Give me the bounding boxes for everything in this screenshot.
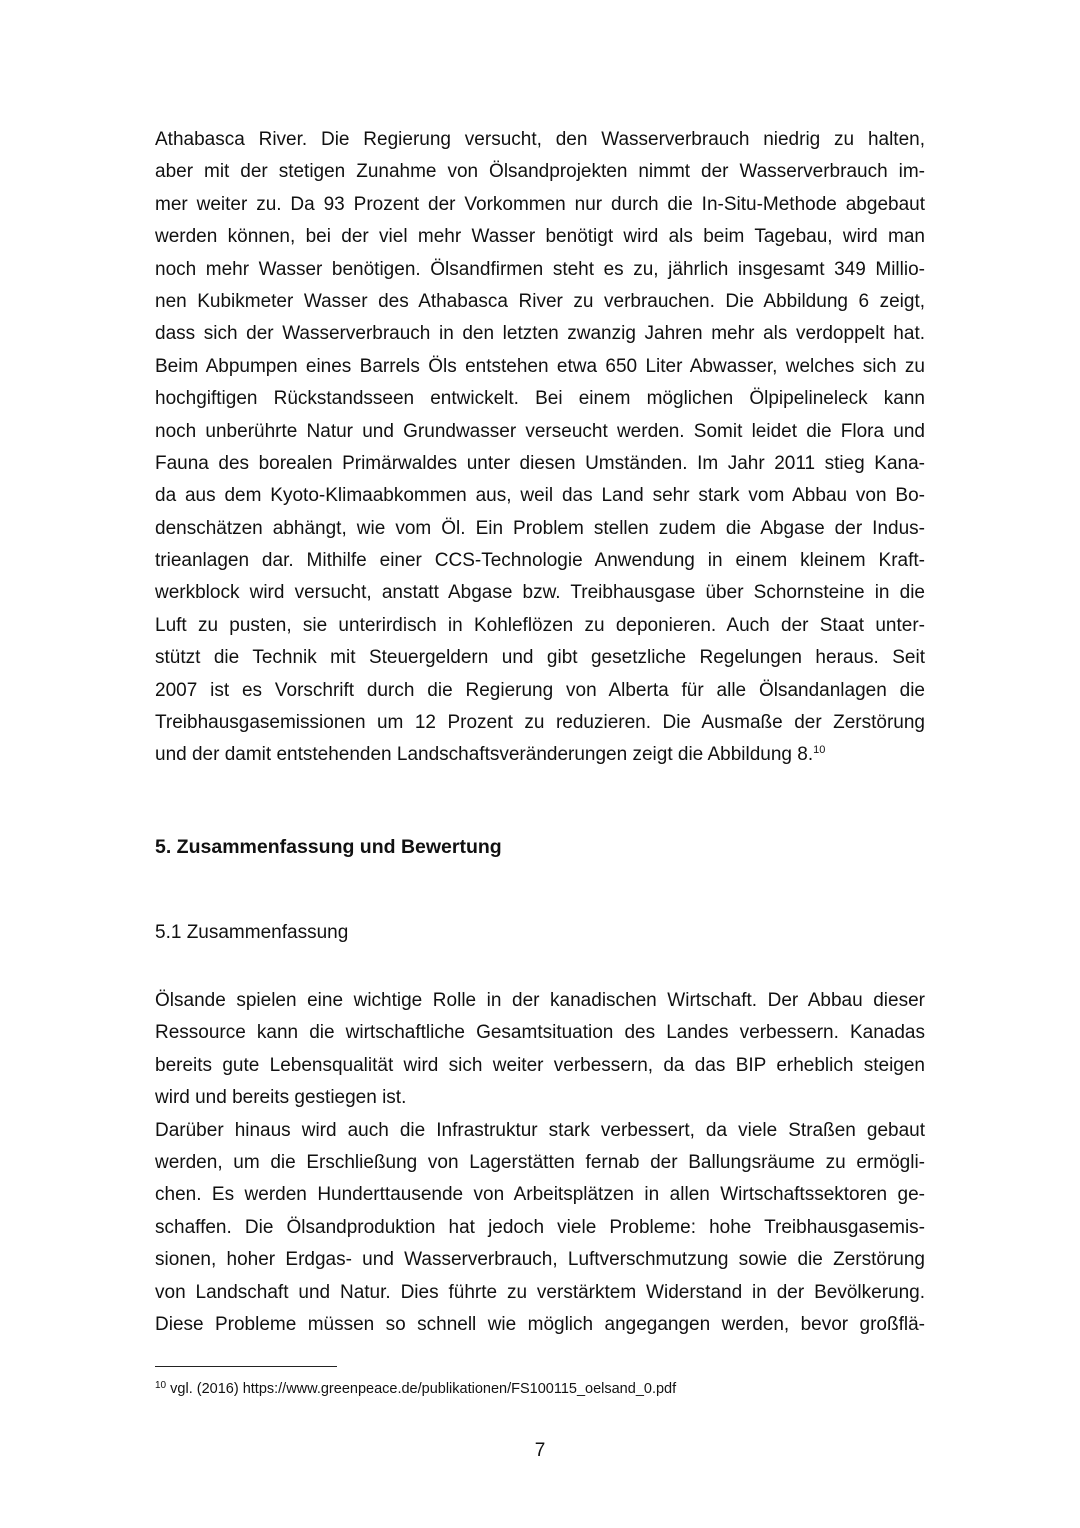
text-line-with-footnote [155, 739, 925, 771]
footnote [155, 1379, 676, 1399]
text-line: mer weiter zu. Da 93 Prozent der Vorkommen nur durch die In-Situ-Methode abgebaut [155, 193, 925, 215]
text-line: noch mehr Wasser benötigen. Ölsandfirmen steht es zu, jährlich insgesamt 349 Millio- [155, 258, 925, 280]
text-line: nen Kubikmeter Wasser des Athabasca River zu verbrauchen. Die Abbildung 6 zeigt, [155, 290, 925, 312]
paragraph-summary [155, 985, 925, 1341]
paragraph-section4-continuation [155, 124, 925, 772]
text-line: stützt die Technik mit Steuergeldern und gibt gesetzliche Regelungen heraus. Seit [155, 647, 925, 669]
text-line: werden, um die Erschließung von Lagerstätten fernab der Ballungsräume zu ermögli- [155, 1151, 925, 1173]
text-line: werden können, bei der viel mehr Wasser benötigt wird als beim Tagebau, wird man [155, 226, 925, 248]
text-line-content: und der damit entstehenden Landschaftsveränderungen zeigt die Abbildung 8. [155, 744, 814, 766]
text-line: trieanlagen dar. Mithilfe einer CCS-Technologie Anwendung in einem kleinem Kraft- [155, 550, 925, 572]
text-line: sionen, hoher Erdgas- und Wasserverbrauch, Luftverschmutzung sowie die Zerstörung [155, 1249, 925, 1271]
text-line: hochgiftigen Rückstandsseen entwickelt. Bei einem möglichen Ölpipelineleck kann [155, 388, 925, 410]
subsection-heading: 5.1 Zusammenfassung [155, 922, 349, 943]
footnote-text: vgl. (2016) https://www.greenpeace.de/publikationen/FS100115_oelsand_0.pdf [170, 1381, 677, 1397]
text-line: Darüber hinaus wird auch die Infrastruktur stark verbessert, da viele Straßen gebaut [155, 1119, 925, 1141]
text-line: Ölsande spielen eine wichtige Rolle in der kanadischen Wirtschaft. Der Abbau dieser [155, 990, 925, 1011]
text-line: von Landschaft und Natur. Dies führte zu verstärktem Widerstand in der Bevölkerung. [155, 1281, 925, 1303]
text-line: da aus dem Kyoto-Klimaabkommen aus, weil das Land sehr stark vom Abbau von Bo- [155, 485, 925, 507]
footnote-divider [155, 1366, 337, 1367]
text-line: schaffen. Die Ölsandproduktion hat jedoch viele Probleme: hohe Treibhausgasemis- [155, 1216, 925, 1238]
page-number: 7 [534, 1440, 546, 1461]
text-line: Ressource kann die wirtschaftliche Gesamtsituation des Landes verbessern. Kanadas [155, 1022, 925, 1044]
text-line: aber mit der stetigen Zunahme von Ölsandprojekten nimmt der Wasserverbrauch im- [155, 161, 925, 183]
text-line: Fauna des borealen Primärwaldes unter diesen Umständen. Im Jahr 2011 stieg Kana- [155, 452, 925, 474]
footnote-number: 10 [155, 1380, 167, 1391]
text-line: denschätzen abhängt, wie vom Öl. Ein Problem stellen zudem die Abgase der Indus- [155, 517, 925, 539]
text-line: Diese Probleme müssen so schnell wie möglich angegangen werden, bevor großflä- [155, 1313, 925, 1335]
text-line: 2007 ist es Vorschrift durch die Regierung von Alberta für alle Ölsandanlagen die [155, 679, 925, 701]
text-line: Athabasca River. Die Regierung versucht, den Wasserverbrauch niedrig zu halten, [155, 129, 925, 150]
text-line: Beim Abpumpen eines Barrels Öls entstehen etwa 650 Liter Abwasser, welches sich zu [155, 355, 925, 377]
text-line: chen. Es werden Hunderttausende von Arbeitsplätzen in allen Wirtschaftssektoren ge- [155, 1184, 925, 1206]
text-line: noch unberührte Natur und Grundwasser verseucht werden. Somit leidet die Flora und [155, 420, 925, 442]
text-line: bereits gute Lebensqualität wird sich weiter verbessern, da das BIP erheblich steigen [155, 1054, 925, 1076]
text-line: werkblock wird versucht, anstatt Abgase bzw. Treibhausgase über Schornsteine in die [155, 582, 925, 604]
text-line: Luft zu pusten, sie unterirdisch in Kohleflözen zu deponieren. Auch der Staat unter- [155, 614, 925, 636]
footnote-reference: 10 [813, 744, 826, 757]
text-line: wird und bereits gestiegen ist. [155, 1087, 407, 1109]
text-line: dass sich der Wasserverbrauch in den letzten zwanzig Jahren mehr als verdoppelt hat. [155, 323, 925, 345]
text-line: Treibhausgasemissionen um 12 Prozent zu reduzieren. Die Ausmaße der Zerstörung [155, 712, 925, 734]
section-heading: 5. Zusammenfassung und Bewertung [155, 836, 502, 858]
